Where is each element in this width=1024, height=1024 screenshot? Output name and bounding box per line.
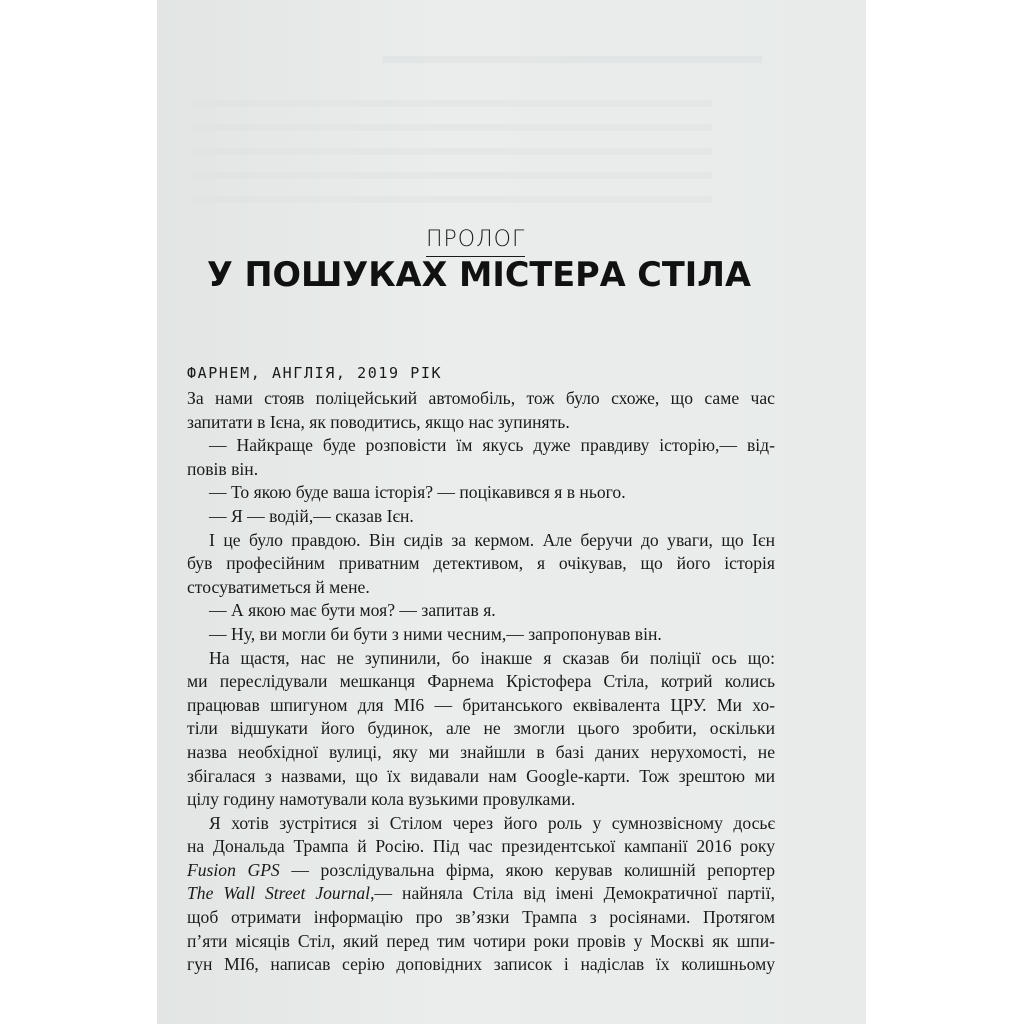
text-line: [187, 859, 775, 883]
text-line: На щастя, нас не зупинили, бо інакше я сказав би поліції ось що:: [209, 647, 775, 668]
body-text: [187, 387, 775, 977]
text-line: на Дональда Трампа й Росію. Під час президентської кампанії 2016 року: [187, 836, 775, 857]
text-line: [187, 882, 775, 906]
text-line: — А якою має бути моя? — запитав я.: [209, 600, 496, 621]
bleed-through-line: [192, 124, 712, 131]
dateline: ФАРНЕМ, АНГЛІЯ, 2019 РІК: [187, 364, 443, 382]
text-line: цілу годину намотували кола вузькими провулками.: [187, 789, 576, 810]
italic-name: The Wall Street Journal: [187, 883, 371, 904]
text-line: запитати в Ієна, як поводитись, якщо нас зупинять.: [187, 411, 570, 432]
bleed-through-line: [192, 148, 712, 155]
bleed-through-line: [192, 100, 712, 107]
text-line: І це було правдою. Він сидів за кермом. Але беручи до уваги, що Ієн: [209, 529, 775, 550]
chapter-title: У ПОШУКАХ МІСТЕРА СТІЛА: [207, 255, 751, 294]
text-line: повів він.: [187, 458, 259, 479]
text-line: — То якою буде ваша історія? — поцікавився я в нього.: [209, 482, 626, 503]
text-line: За нами стояв поліцейський автомобіль, тож було схоже, що саме час: [187, 388, 775, 408]
italic-name: Fusion GPS: [187, 859, 280, 880]
text-line: стосуватиметься й мене.: [187, 576, 370, 597]
text-line: був професійним приватним детективом, я очікував, що його історія: [187, 553, 775, 574]
text-line: збігалася з назвами, що їх видавали нам Google-карти. Тож зрештою ми: [187, 765, 775, 786]
text-line: — Ну, ви могли би бути з ними чесним,— запропонував він.: [209, 623, 662, 644]
text-span: ,— найняла Стіла від імені Демократичної партії,: [370, 883, 775, 904]
bleed-through-line: [192, 196, 712, 203]
text-line: — Я — водій,— сказав Ієн.: [209, 505, 414, 526]
text-line: назва необхідної вулиці, яку ми знайшли в базі даних нерухомості, не: [187, 741, 775, 762]
text-line: — Найкраще буде розповісти їм якусь дуже правдиву історію,— від-: [209, 435, 775, 456]
text-line: тіли відшукати його будинок, але не змогли цього зробити, оскільки: [187, 718, 775, 739]
text-line: Я хотів зустрітися зі Стілом через його роль у сумнозвісному досьє: [209, 812, 775, 833]
text-line: ми переслідували мешканця Фарнема Крістофера Стіла, котрий колись: [187, 671, 775, 692]
text-line: працював шпигуном для MI6 — британського еквівалента ЦРУ. Ми хо-: [187, 694, 775, 715]
text-line: гун MI6, написав серію доповідних записок і надіслав їх колишньому: [187, 954, 775, 975]
chapter-kicker: ПРОЛОГ: [426, 226, 525, 257]
text-span: — розслідувальна фірма, якою керував колишній репортер: [279, 859, 775, 880]
bleed-through-line: [382, 56, 762, 63]
bleed-through-line: [192, 172, 712, 179]
text-line: щоб отримати інформацію про зв’язки Трампа з росіянами. Протягом: [187, 907, 775, 928]
text-line: п’яти місяців Стіл, який перед тим чотири роки провів у Москві як шпи-: [187, 930, 775, 951]
